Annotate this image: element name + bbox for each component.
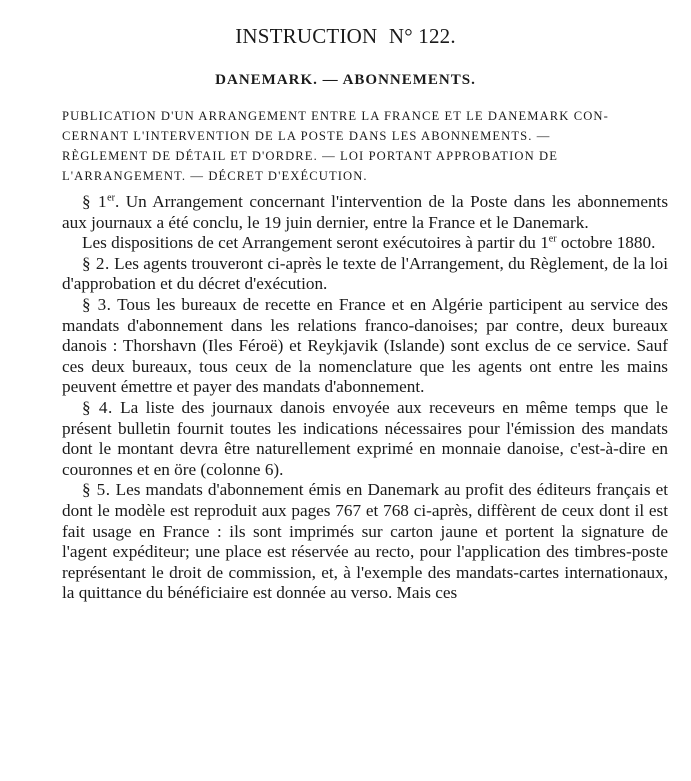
paragraph-text: Les mandats d'abonnement émis en Danemark au profit des éditeurs français et dont le modèle est reproduit aux pages 767 et 768 ci-après, diffèrent de ceux dont il est fait usage en France : ils sont imprimés sur carton jaune et portent la signature de l'agent expéditeur; une place est réservée au recto, pour l'application des timbres-poste représentant le droit de commission, et, à l'exemple des mandats-cartes internationaux, la quittance du bénéficiaire est donnée au verso. Mais ces <box>62 480 668 603</box>
paragraph-6 <box>62 480 668 604</box>
paragraph-text: Les agents trouveront ci-après le texte de l'Arrangement, du Règlement, de la loi d'approbation et du décret d'exécution. <box>62 253 669 294</box>
paragraph-text: La liste des journaux danois envoyée aux receveurs en même temps que le présent bulletin fournit toutes les indications nécessaires pour l'émission des mandats dont le montant devra être naturellement exprimé en monnaie danoise, c'est-à-dire en couronnes et en öre (colonne 6). <box>62 397 669 479</box>
instruction-label: INSTRUCTION <box>235 24 378 48</box>
section-superscript: er <box>107 192 115 204</box>
paragraph-text: Les dispositions de cet Arrangement seront exécutoires à partir du 1 <box>82 233 549 253</box>
summary-line: CERNANT L'INTERVENTION DE LA POSTE DANS LES ABONNEMENTS. — <box>62 129 551 143</box>
section-subheading: DANEMARK. — ABONNEMENTS. <box>215 72 476 88</box>
summary-block <box>62 106 666 186</box>
section-number: § 3. <box>82 294 112 314</box>
section-number: § 4. <box>82 397 113 417</box>
paragraph-1 <box>62 192 668 233</box>
paragraph-text: Tous les bureaux de recette en France et en Algérie participent au service des mandats d'abonnement dans les relations franco-danoises; par contre, deux bureaux danois : Thorshavn (Iles Féroë) et Reykjavik (Islande) sont exclus de ce service. Sauf ces deux bureaux, tous ceux de la nomenclature que les agents ont entre les mains peuvent émettre et payer des mandats d'abonnement. <box>62 294 668 397</box>
section-number: § 1 <box>82 192 108 211</box>
instruction-number: N° 122. <box>388 24 456 48</box>
section-number: § 2. <box>82 253 110 273</box>
paragraph-5 <box>62 398 668 480</box>
paragraph-4 <box>62 295 668 398</box>
instruction-title <box>0 24 691 49</box>
paragraph-3 <box>62 254 668 295</box>
summary-line: RÈGLEMENT DE DÉTAIL ET D'ORDRE. — LOI PORTANT APPROBATION DE <box>62 149 559 163</box>
date-superscript: er <box>548 233 557 245</box>
summary-line: L'ARRANGEMENT. — DÉCRET D'EXÉCUTION. <box>62 169 368 183</box>
paragraph-text-tail: octobre 1880. <box>556 233 656 253</box>
section-number: § 5. <box>82 480 111 500</box>
paragraph-2 <box>62 233 668 254</box>
paragraph-text: . Un Arrangement concernant l'intervention de la Poste dans les abonnements aux journaux a été conclu, le 19 juin dernier, entre la France et le Danemark. <box>62 192 669 232</box>
summary-line: PUBLICATION D'UN ARRANGEMENT ENTRE LA FRANCE ET LE DANEMARK CON- <box>62 109 609 123</box>
body-text <box>62 192 668 604</box>
